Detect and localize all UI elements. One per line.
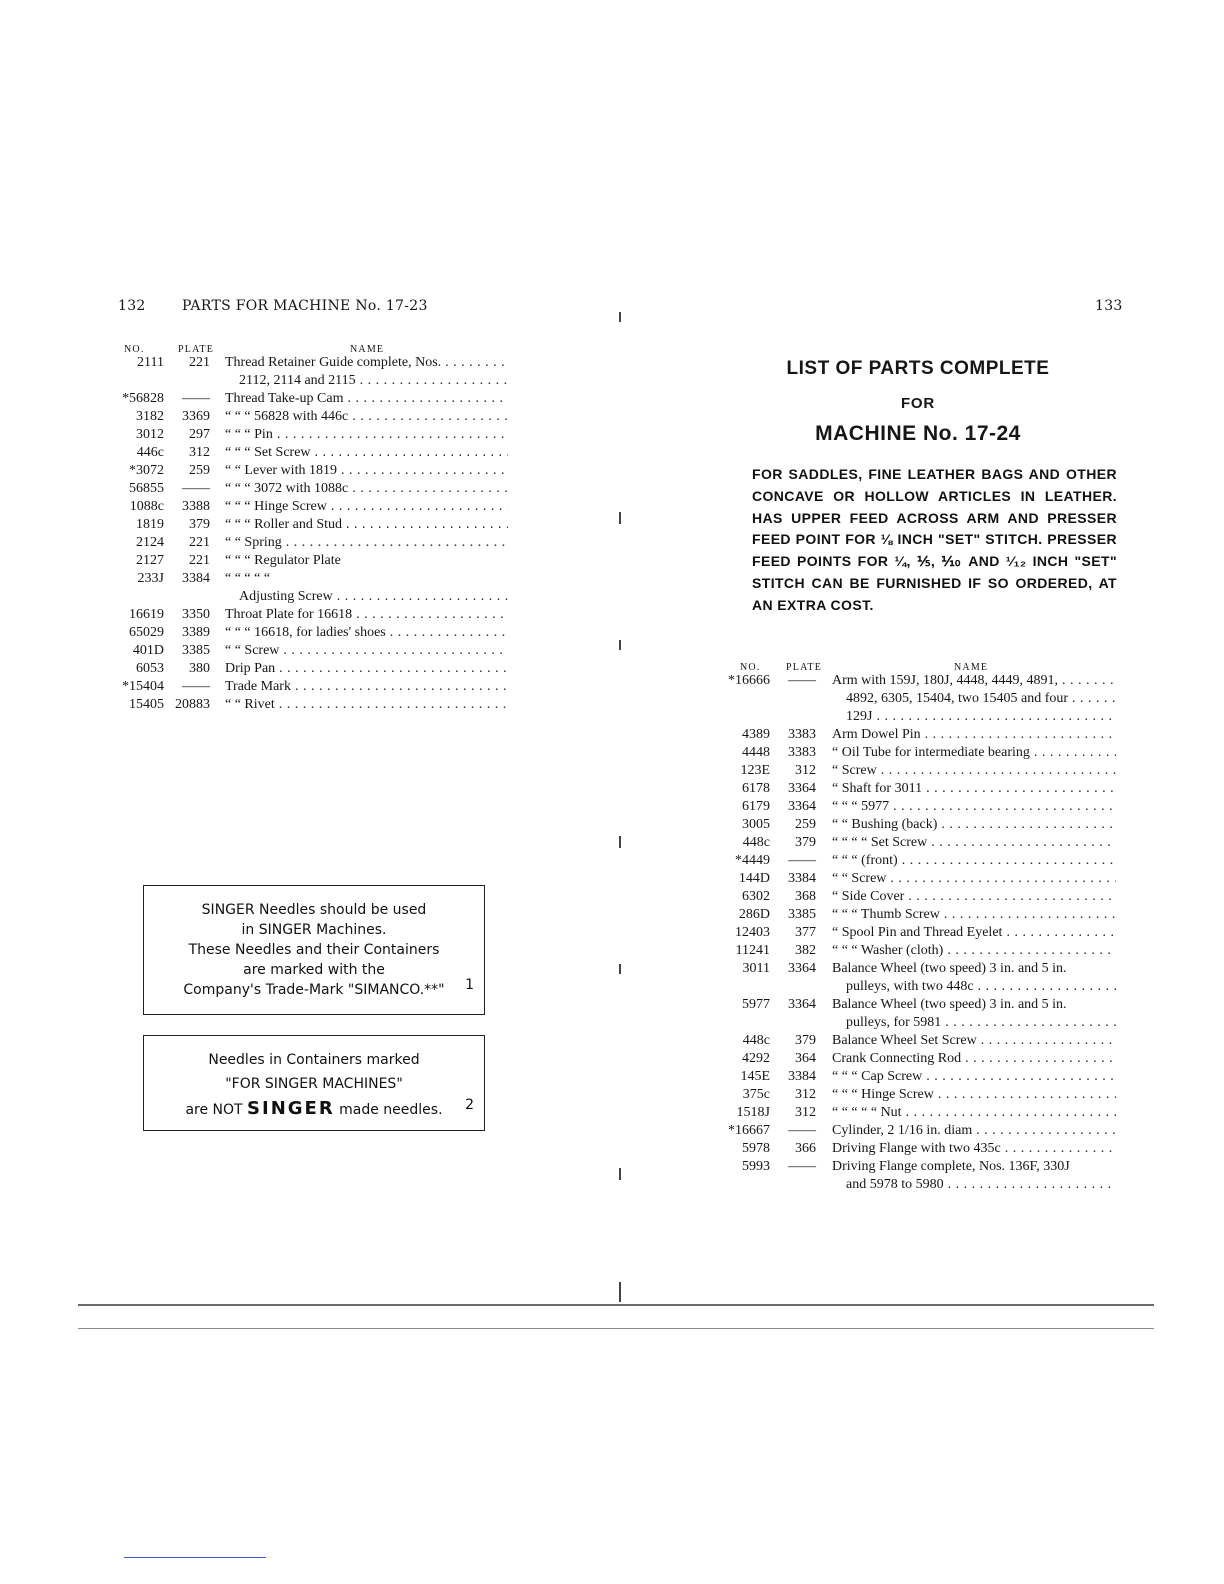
part-name: “ “ “ Hinge Screw . . .	[832, 1086, 1116, 1104]
part-name: “ “ “ 56828 with 446c . . .	[225, 408, 508, 426]
table-row	[112, 426, 508, 444]
plate-number: 368	[795, 889, 816, 904]
col-name-header: NAME	[350, 344, 385, 355]
needle-notice-2	[143, 1035, 485, 1131]
part-name: “ “ “ 5977 . . .	[832, 798, 1116, 816]
notice-2-suffix: made needles.	[339, 1102, 443, 1118]
part-name-continuation: 4892, 6305, 15404, two 15405 and four . . .	[846, 690, 1116, 708]
table-row	[728, 942, 1116, 960]
part-name: “ “ “ Cap Screw . . .	[832, 1068, 1116, 1086]
table-row	[112, 696, 508, 714]
description-text: FOR SADDLES, FINE LEATHER BAGS AND OTHER CONCAVE OR HOLLOW ARTICLES IN LEATHER. HAS UPPER FEED ACROSS ARM AND PRESSER FEED POINT FOR ⅛ INCH "SET" STITCH. PRESSER FEED POINTS FOR ¼, ⅕, ⅒ AND ¹⁄₁₂ INCH "SET" STITCH CAN BE FURNISHED IF SO ORDERED, AT AN EXTRA COST.	[752, 466, 1117, 613]
part-number: 145E	[740, 1069, 770, 1084]
plate-number: 312	[795, 1105, 816, 1120]
left-rows	[112, 354, 508, 714]
col-plate-header: PLATE	[178, 344, 214, 355]
plate-number: ——	[788, 1123, 816, 1138]
plate-number: 221	[189, 535, 210, 550]
table-row	[728, 726, 1116, 744]
part-number: 6178	[742, 781, 770, 796]
list-title-for: FOR	[900, 395, 936, 412]
plate-number: 366	[795, 1141, 816, 1156]
part-number: 123E	[740, 763, 770, 778]
gutter-mark	[619, 836, 621, 848]
part-number: 375c	[742, 1087, 770, 1102]
part-name: “ “ Screw . . .	[225, 642, 508, 660]
part-name: “ “ “ (front) . . .	[832, 852, 1116, 870]
notice-1-line: in SINGER Machines.	[241, 922, 387, 938]
part-name: “ Spool Pin and Thread Eyelet . . .	[832, 924, 1116, 942]
table-row	[728, 996, 1116, 1014]
table-row	[728, 870, 1116, 888]
gutter-mark	[619, 1168, 621, 1180]
part-name: “ “ “ Set Screw . . .	[225, 444, 508, 462]
part-name: “ “ “ Washer (cloth) . . .	[832, 942, 1116, 960]
notice-1-line: These Needles and their Containers	[188, 942, 440, 958]
part-number: *16667	[728, 1123, 770, 1138]
part-name: “ “ “ 16618, for ladies' shoes . . .	[225, 624, 508, 642]
part-name: “ Side Cover . . .	[832, 888, 1116, 906]
part-name-continuation: 2112, 2114 and 2115 . . .	[239, 372, 508, 390]
list-title: LIST OF PARTS COMPLETE	[786, 358, 1050, 379]
table-row	[112, 624, 508, 642]
table-row	[728, 906, 1116, 924]
part-number: 15405	[129, 697, 164, 712]
table-row	[728, 1158, 1116, 1176]
plate-number: ——	[182, 391, 210, 406]
part-name: “ “ Screw . . .	[832, 870, 1116, 888]
plate-number: 3364	[788, 961, 816, 976]
part-name: “ “ Bushing (back) . . .	[832, 816, 1116, 834]
plate-number: 3383	[788, 727, 816, 742]
col-no-header: NO.	[740, 662, 761, 673]
part-name: Balance Wheel (two speed) 3 in. and 5 in.	[832, 961, 1067, 976]
plate-number: 380	[189, 661, 210, 676]
plate-number: 259	[189, 463, 210, 478]
table-row-continuation	[112, 588, 508, 606]
gutter-mark	[619, 964, 621, 974]
table-row	[112, 516, 508, 534]
part-number: 448c	[742, 835, 770, 850]
machine-description	[752, 464, 1117, 617]
table-row	[728, 1032, 1116, 1050]
right-rows	[728, 672, 1116, 1194]
table-row	[112, 552, 508, 570]
notice-1-line: are marked with the	[243, 962, 385, 978]
table-row-continuation	[728, 690, 1116, 708]
part-number: *56828	[122, 391, 164, 406]
table-row	[112, 678, 508, 696]
plate-number: 3369	[182, 409, 210, 424]
part-number: 6179	[742, 799, 770, 814]
gutter-mark	[619, 1282, 621, 1302]
scan-edge-line	[124, 1557, 266, 1558]
notice-1-number: 1	[465, 977, 474, 993]
part-number: 4389	[742, 727, 770, 742]
table-row	[728, 1140, 1116, 1158]
table-row-continuation	[728, 1014, 1116, 1032]
part-number: 448c	[742, 1033, 770, 1048]
part-name: “ “ Rivet . . .	[225, 696, 508, 714]
table-row	[728, 834, 1116, 852]
part-number: *3072	[129, 463, 164, 478]
table-row	[728, 1068, 1116, 1086]
plate-number: 312	[795, 1087, 816, 1102]
part-name: Trade Mark . . .	[225, 678, 508, 696]
plate-number: ——	[182, 481, 210, 496]
table-row	[728, 816, 1116, 834]
plate-number: 3389	[182, 625, 210, 640]
part-number: 1518J	[736, 1105, 770, 1120]
part-number: 5978	[742, 1141, 770, 1156]
table-row	[112, 354, 508, 372]
plate-number: 382	[795, 943, 816, 958]
notice-2-line: Needles in Containers marked	[208, 1052, 420, 1068]
table-row	[728, 1104, 1116, 1122]
needle-notice-1	[143, 885, 485, 1015]
part-name: “ “ Spring . . .	[225, 534, 508, 552]
part-name: “ “ “ “ Set Screw . . .	[832, 834, 1116, 852]
singer-brand-mark: SINGER	[247, 1098, 335, 1119]
notice-2-prefix: are NOT	[185, 1102, 243, 1118]
part-name: Arm with 159J, 180J, 4448, 4449, 4891, . . .	[832, 672, 1116, 690]
notice-2-number: 2	[465, 1097, 474, 1113]
part-number: 11241	[735, 943, 770, 958]
plate-number: 377	[795, 925, 816, 940]
table-row	[728, 744, 1116, 762]
plate-number: 3385	[182, 643, 210, 658]
table-row-continuation	[728, 978, 1116, 996]
table-row	[728, 960, 1116, 978]
plate-number: ——	[788, 1159, 816, 1174]
table-row	[728, 762, 1116, 780]
plate-number: 3384	[182, 571, 210, 586]
table-row-continuation	[112, 372, 508, 390]
table-row	[728, 888, 1116, 906]
plate-number: 3350	[182, 607, 210, 622]
part-name: Drip Pan . . .	[225, 660, 508, 678]
machine-title: MACHINE No. 17-24	[815, 422, 1021, 445]
plate-number: 3364	[788, 997, 816, 1012]
notice-2-line: "FOR SINGER MACHINES"	[225, 1076, 403, 1092]
table-row	[112, 408, 508, 426]
table-row	[728, 1122, 1116, 1140]
part-name: Driving Flange with two 435c . . .	[832, 1140, 1116, 1158]
table-row	[112, 570, 508, 588]
scan-edge-line	[78, 1328, 1154, 1329]
part-name: Thread Take-up Cam . . .	[225, 390, 508, 408]
part-number: 2127	[136, 553, 164, 568]
gutter-mark	[619, 640, 621, 650]
table-row-continuation	[728, 1176, 1116, 1194]
right-page	[612, 0, 1224, 1584]
plate-number: 3383	[788, 745, 816, 760]
part-name: Driving Flange complete, Nos. 136F, 330J	[832, 1159, 1070, 1174]
part-name: “ “ “ Roller and Stud . . .	[225, 516, 508, 534]
part-number: 3011	[742, 961, 770, 976]
part-name: “ Shaft for 3011 . . .	[832, 780, 1116, 798]
part-name-continuation: 129J . . .	[846, 708, 1116, 726]
part-name: “ “ “ Pin . . .	[225, 426, 508, 444]
part-number: 12403	[735, 925, 770, 940]
notice-2-line-3	[144, 1096, 484, 1123]
left-parts-table	[112, 338, 508, 714]
part-name: “ “ “ Thumb Screw . . .	[832, 906, 1116, 924]
table-row	[112, 660, 508, 678]
table-row	[728, 672, 1116, 690]
col-name-header: NAME	[954, 662, 989, 673]
part-number: 4292	[742, 1051, 770, 1066]
plate-number: 259	[795, 817, 816, 832]
left-running-title: PARTS FOR MACHINE No. 17-23	[182, 298, 428, 314]
part-name: Balance Wheel Set Screw . . .	[832, 1032, 1116, 1050]
plate-number: 3364	[788, 799, 816, 814]
part-name: “ “ “ “ “	[225, 571, 271, 586]
part-name: Cylinder, 2 1/16 in. diam . . .	[832, 1122, 1116, 1140]
table-row	[112, 444, 508, 462]
plate-number: 3385	[788, 907, 816, 922]
column-headers	[728, 656, 1116, 672]
part-number: *4449	[735, 853, 770, 868]
part-name: Throat Plate for 16618 . . .	[225, 606, 508, 624]
plate-number: 379	[189, 517, 210, 532]
part-name: “ Oil Tube for intermediate bearing . . .	[832, 744, 1116, 762]
column-headers	[112, 338, 508, 354]
part-number: 233J	[137, 571, 164, 586]
notice-1-line: Company's Trade-Mark "SIMANCO.**"	[183, 982, 445, 998]
plate-number: ——	[788, 673, 816, 688]
part-name: Crank Connecting Rod . . .	[832, 1050, 1116, 1068]
plate-number: 3384	[788, 871, 816, 886]
col-plate-header: PLATE	[786, 662, 822, 673]
plate-number: 3388	[182, 499, 210, 514]
right-page-number: 133	[1095, 298, 1123, 314]
notice-1-line: SINGER Needles should be used	[201, 902, 427, 918]
part-number: 56855	[129, 481, 164, 496]
table-row	[112, 642, 508, 660]
table-row	[728, 798, 1116, 816]
part-number: *16666	[728, 673, 770, 688]
part-name: Arm Dowel Pin . . .	[832, 726, 1116, 744]
part-name-continuation: Adjusting Screw . . .	[239, 588, 508, 606]
plate-number: ——	[182, 679, 210, 694]
left-page-number: 132	[118, 298, 146, 314]
part-number: 3182	[136, 409, 164, 424]
table-row	[112, 498, 508, 516]
table-row	[112, 534, 508, 552]
part-name: “ “ “ “ “ Nut . . .	[832, 1104, 1116, 1122]
part-number: 446c	[136, 445, 164, 460]
part-name-continuation: and 5978 to 5980 . . .	[846, 1176, 1116, 1194]
col-no-header: NO.	[124, 344, 145, 355]
part-name: Thread Retainer Guide complete, Nos. . . .	[225, 354, 508, 372]
part-number: *15404	[122, 679, 164, 694]
gutter-mark	[619, 512, 621, 524]
part-number: 6302	[742, 889, 770, 904]
part-number: 6053	[136, 661, 164, 676]
part-number: 5993	[742, 1159, 770, 1174]
part-number: 286D	[738, 907, 770, 922]
part-number: 3005	[742, 817, 770, 832]
part-name: “ “ Lever with 1819 . . .	[225, 462, 508, 480]
table-row	[728, 852, 1116, 870]
part-name-continuation: pulleys, with two 448c . . .	[846, 978, 1116, 996]
table-row	[728, 924, 1116, 942]
part-number: 144D	[738, 871, 770, 886]
table-row	[728, 1086, 1116, 1104]
plate-number: 20883	[175, 697, 210, 712]
part-name: Balance Wheel (two speed) 3 in. and 5 in.	[832, 997, 1067, 1012]
part-number: 16619	[129, 607, 164, 622]
part-number: 1088c	[129, 499, 164, 514]
part-number: 3012	[136, 427, 164, 442]
table-row	[728, 1050, 1116, 1068]
part-name: “ “ “ 3072 with 1088c . . .	[225, 480, 508, 498]
plate-number: 297	[189, 427, 210, 442]
plate-number: 364	[795, 1051, 816, 1066]
plate-number: 312	[795, 763, 816, 778]
part-number: 5977	[742, 997, 770, 1012]
plate-number: 221	[189, 553, 210, 568]
table-row	[112, 390, 508, 408]
part-name: “ Screw . . .	[832, 762, 1116, 780]
part-name: “ “ “ Hinge Screw . . .	[225, 498, 508, 516]
part-number: 4448	[742, 745, 770, 760]
plate-number: 379	[795, 1033, 816, 1048]
plate-number: 3364	[788, 781, 816, 796]
table-row	[112, 480, 508, 498]
plate-number: 379	[795, 835, 816, 850]
right-parts-table	[728, 656, 1116, 1194]
table-row-continuation	[728, 708, 1116, 726]
plate-number: 312	[189, 445, 210, 460]
plate-number: 3384	[788, 1069, 816, 1084]
part-number: 2111	[137, 355, 164, 370]
table-row	[112, 606, 508, 624]
scan-edge-line	[78, 1304, 1154, 1306]
part-name: “ “ “ Regulator Plate	[225, 553, 341, 568]
table-row	[728, 780, 1116, 798]
part-number: 1819	[136, 517, 164, 532]
part-number: 65029	[129, 625, 164, 640]
plate-number: 221	[189, 355, 210, 370]
gutter-mark	[619, 312, 621, 322]
plate-number: ——	[788, 853, 816, 868]
part-name-continuation: pulleys, for 5981 . . .	[846, 1014, 1116, 1032]
part-number: 401D	[132, 643, 164, 658]
table-row	[112, 462, 508, 480]
part-number: 2124	[136, 535, 164, 550]
